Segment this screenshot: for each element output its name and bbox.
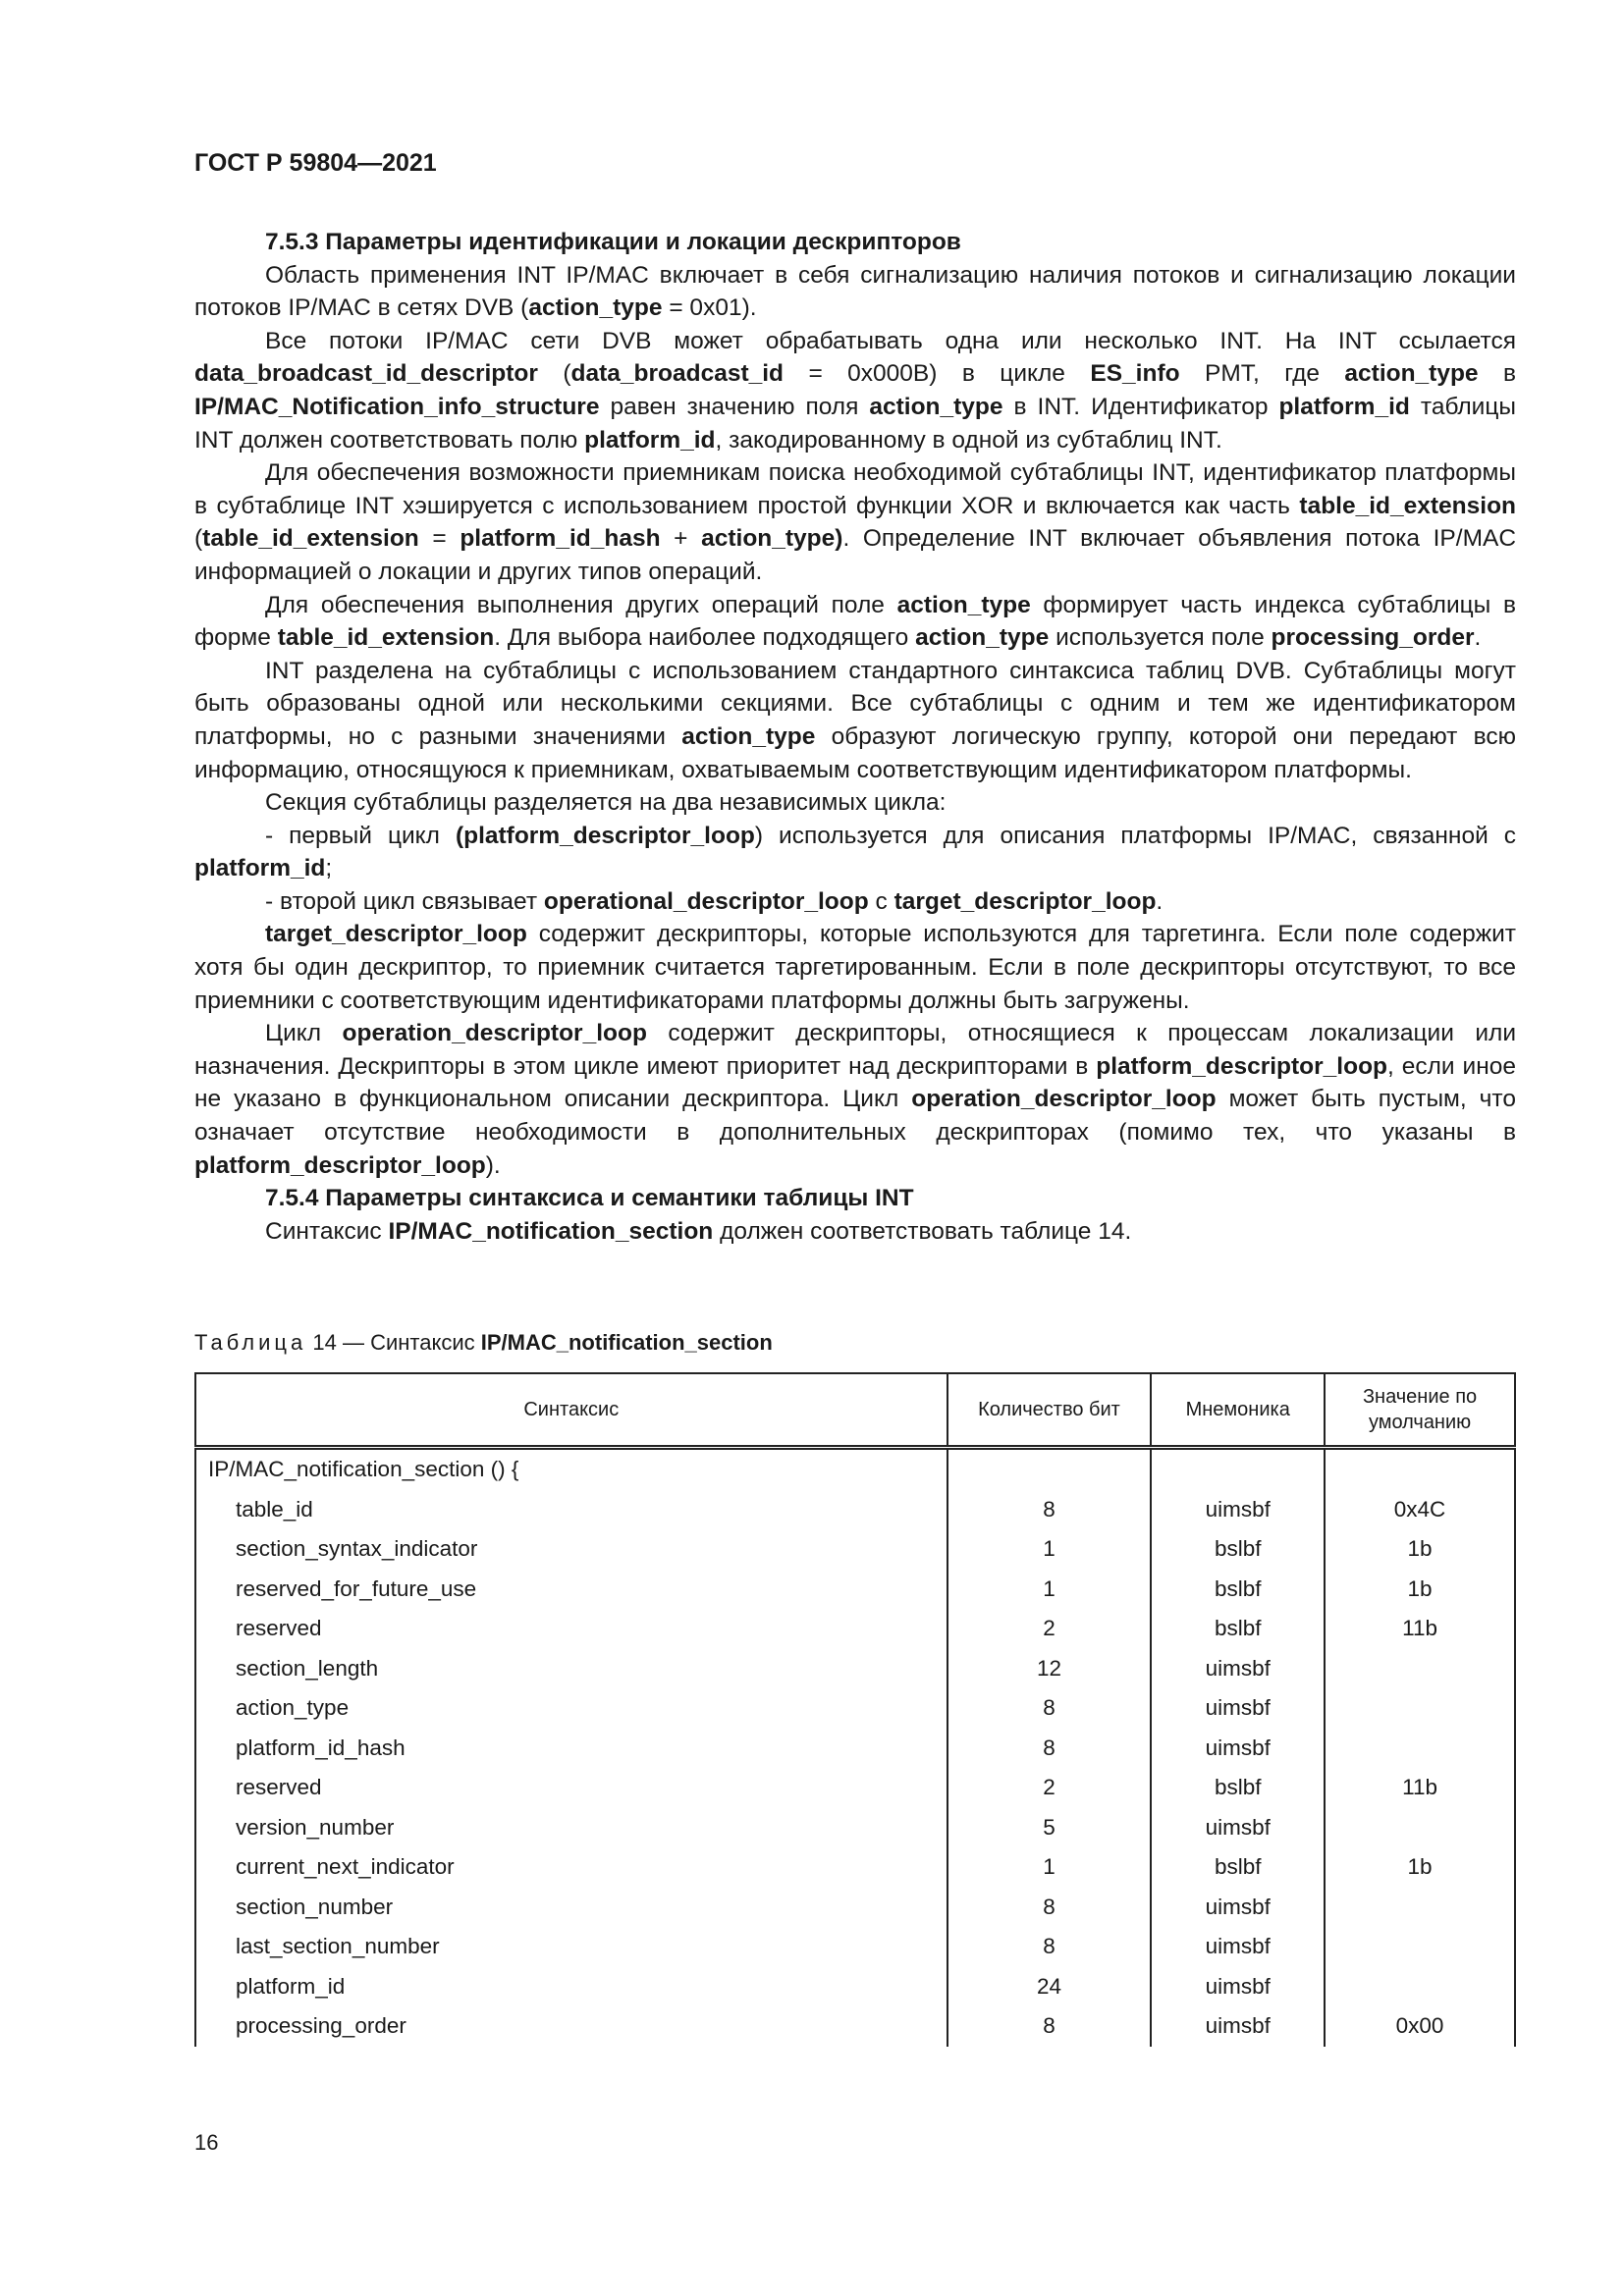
bold-term: operational_descriptor_loop (543, 887, 869, 915)
cell-default: 1b (1325, 1570, 1515, 1610)
cell-syntax: reserved (195, 1609, 947, 1649)
text-run: содержит дескрипторы, относящиеся к процессам локализации или назначения. Дескрипторы в этом цикле имеют приоритет над дескрипторами в (194, 1020, 1517, 1080)
text-run: Для обеспечения возможности приемникам поиска необходимой субтаблицы INT, идентификатор платформы в субтаблице INT хэшируется с использованием простой функции XOR и включается как часть (194, 459, 1516, 519)
text-run: должен соответствовать таблице 14. (713, 1217, 1132, 1245)
text-run: ) используется для описания платформы IP/MAC, связанной с (754, 822, 1516, 849)
text-run: ( (537, 360, 571, 388)
cell-mnemonic: uimsbf (1151, 1490, 1325, 1530)
cell-default (1325, 1888, 1515, 1928)
text-run: таблицы INT должен соответствовать полю (194, 393, 1517, 454)
text-run: Синтаксис (265, 1217, 389, 1245)
text-run: Для обеспечения выполнения других операций поле (265, 591, 897, 618)
header-bits: Количество бит (947, 1373, 1152, 1448)
cell-bits: 2 (947, 1609, 1152, 1649)
text-run: . (1474, 624, 1482, 652)
cell-bits: 2 (947, 1768, 1152, 1808)
bold-term: operation_descriptor_loop (342, 1020, 647, 1047)
table-row (195, 1888, 1515, 1928)
text-run: = 0x01). (662, 294, 757, 322)
text-run: Область применения INT IP/MAC включает в себя сигнализацию наличия потоков и сигнализацию локации потоков IP/MAC в сетях DVB ( (194, 261, 1516, 322)
section-heading (194, 1182, 1516, 1215)
cell-syntax: reserved (195, 1768, 947, 1808)
bold-term: action_type (896, 591, 1031, 618)
bold-term: 7.5.3 Параметры идентификации и локации дескрипторов (265, 229, 961, 255)
table-row (195, 1649, 1515, 1689)
page-number: 16 (194, 2130, 219, 2155)
header-default: Значение по умолчанию (1325, 1373, 1515, 1448)
table-row (195, 1768, 1515, 1808)
text-run: ). (485, 1151, 501, 1179)
bold-term: platform_id_hash (460, 525, 661, 553)
cell-bits: 8 (947, 2006, 1152, 2047)
document-header: ГОСТ Р 59804—2021 (194, 149, 437, 177)
header-mnemonic: Мнемоника (1151, 1373, 1325, 1448)
caption-label: Таблица (194, 1330, 307, 1355)
cell-syntax: platform_id (195, 1967, 947, 2007)
text-run: Секция субтаблицы разделяется на два независимых цикла: (265, 789, 947, 817)
table-row (195, 2006, 1515, 2047)
bold-term: action_type) (701, 525, 843, 553)
bold-term: platform_descriptor_loop (1096, 1052, 1388, 1080)
paragraph (194, 456, 1516, 588)
paragraph (194, 820, 1516, 885)
cell-mnemonic: uimsbf (1151, 2006, 1325, 2047)
bold-term: operation_descriptor_loop (911, 1086, 1217, 1113)
bold-term: ES_info (1090, 360, 1180, 388)
cell-mnemonic: uimsbf (1151, 1888, 1325, 1928)
cell-syntax: version_number (195, 1808, 947, 1848)
cell-default: 0x00 (1325, 2006, 1515, 2047)
bold-term: action_type (528, 294, 663, 322)
cell-default (1325, 1688, 1515, 1729)
cell-bits: 8 (947, 1927, 1152, 1967)
table-row (195, 1570, 1515, 1610)
text-run: в (1478, 360, 1516, 388)
bold-term: target_descriptor_loop (893, 887, 1157, 915)
bold-term: target_descriptor_loop (265, 921, 527, 948)
text-run: . (1156, 887, 1164, 915)
cell-syntax: table_id (195, 1490, 947, 1530)
cell-mnemonic (1151, 1448, 1325, 1490)
bold-term: data_broadcast_id (570, 360, 785, 388)
bold-term: platform_descriptor_loop (194, 1151, 486, 1179)
table-row (195, 1609, 1515, 1649)
cell-default (1325, 1448, 1515, 1490)
text-run: + (660, 525, 702, 553)
bold-term: action_type (1344, 360, 1479, 388)
text-run: используется поле (1049, 624, 1272, 652)
table-row (195, 1847, 1515, 1888)
cell-bits: 8 (947, 1888, 1152, 1928)
paragraph (194, 1017, 1516, 1182)
cell-mnemonic: uimsbf (1151, 1729, 1325, 1769)
cell-default (1325, 1649, 1515, 1689)
cell-default (1325, 1927, 1515, 1967)
text-run: INT разделена на субтаблицы с использованием стандартного синтаксиса таблиц DVB. Субтаблицы могут быть образованы одной или несколькими секциями. Все субтаблицы с одним и тем же идентификатором платформы, но с разными значениями (194, 657, 1516, 750)
table-row (195, 1529, 1515, 1570)
cell-bits: 1 (947, 1529, 1152, 1570)
cell-mnemonic: bslbf (1151, 1768, 1325, 1808)
header-syntax: Синтаксис (195, 1373, 947, 1448)
cell-mnemonic: bslbf (1151, 1529, 1325, 1570)
cell-mnemonic: uimsbf (1151, 1927, 1325, 1967)
cell-bits (947, 1448, 1152, 1490)
cell-default (1325, 1729, 1515, 1769)
paragraph (194, 325, 1516, 456)
bold-term: IP/MAC_notification_section (388, 1217, 714, 1245)
text-run: PMT, где (1179, 360, 1345, 388)
paragraph (194, 885, 1516, 919)
text-run: = 0x000B) в цикле (784, 360, 1091, 388)
bold-term: processing_order (1271, 624, 1475, 652)
cell-bits: 8 (947, 1688, 1152, 1729)
table-row (195, 1927, 1515, 1967)
bold-term: table_id_extension (1299, 492, 1516, 519)
caption-bold: IP/MAC_notification_section (480, 1330, 773, 1355)
paragraph (194, 786, 1516, 820)
bold-term: platform_id (1278, 393, 1410, 420)
cell-syntax: last_section_number (195, 1927, 947, 1967)
bold-term: action_type (869, 393, 1003, 420)
cell-bits: 12 (947, 1649, 1152, 1689)
table-header-row (195, 1373, 1515, 1448)
text-run: может быть пустым, что означает отсутствие необходимости в дополнительных дескрипторах (помимо тех, что указаны в (194, 1086, 1517, 1147)
bold-term: (platform_descriptor_loop (455, 822, 755, 849)
text-run: с (868, 887, 894, 915)
text-run: содержит дескрипторы, которые используются для таргетинга. Если поле содержит хотя бы один дескриптор, то приемник считается таргетированным. Если в поле дескрипторы отсутствуют, то все приемники с соответствующим идентификаторами платформы должны быть загружены. (194, 921, 1516, 1014)
table-caption (194, 1330, 773, 1356)
cell-syntax: IP/MAC_notification_section () { (195, 1448, 947, 1490)
cell-default (1325, 1967, 1515, 2007)
cell-syntax: action_type (195, 1688, 947, 1729)
section-heading (194, 226, 1516, 259)
bold-term: table_id_extension (202, 525, 419, 553)
cell-default (1325, 1808, 1515, 1848)
table-row (195, 1729, 1515, 1769)
cell-syntax: section_number (195, 1888, 947, 1928)
text-run: , если иное не указано в функциональном описании дескриптора. Цикл (194, 1052, 1516, 1113)
cell-bits: 1 (947, 1570, 1152, 1610)
cell-default: 0x4C (1325, 1490, 1515, 1530)
bold-term: data_broadcast_id_descriptor (194, 360, 538, 388)
table-row (195, 1490, 1515, 1530)
table-row (195, 1808, 1515, 1848)
bold-term: table_id_extension (277, 624, 495, 652)
text-run: Цикл (265, 1020, 343, 1047)
cell-mnemonic: uimsbf (1151, 1967, 1325, 2007)
cell-bits: 5 (947, 1808, 1152, 1848)
text-run: образуют логическую группу, которой они передают всю информацию, относящуюся к приемникам, охватываемым соответствующим идентификатором платформы. (194, 722, 1516, 783)
cell-mnemonic: bslbf (1151, 1847, 1325, 1888)
cell-syntax: section_length (195, 1649, 947, 1689)
bold-term: action_type (681, 722, 816, 750)
cell-mnemonic: bslbf (1151, 1609, 1325, 1649)
table-row (195, 1688, 1515, 1729)
syntax-table (194, 1372, 1516, 2047)
bold-term: platform_id (584, 426, 716, 454)
cell-mnemonic: uimsbf (1151, 1688, 1325, 1729)
text-run: формирует часть индекса субтаблицы в форме (194, 591, 1516, 652)
cell-syntax: processing_order (195, 2006, 947, 2047)
cell-mnemonic: bslbf (1151, 1570, 1325, 1610)
text-run: , закодированному в одной из субтаблиц INT. (715, 426, 1222, 454)
text-run: в INT. Идентификатор (1002, 393, 1279, 420)
text-run: - первый цикл (265, 822, 456, 849)
bold-term: IP/MAC_Notification_info_structure (194, 393, 600, 420)
cell-default: 1b (1325, 1847, 1515, 1888)
table-row (195, 1967, 1515, 2007)
cell-default: 1b (1325, 1529, 1515, 1570)
paragraph (194, 589, 1516, 655)
cell-syntax: platform_id_hash (195, 1729, 947, 1769)
cell-default: 11b (1325, 1609, 1515, 1649)
cell-bits: 24 (947, 1967, 1152, 2007)
bold-term: action_type (915, 624, 1050, 652)
text-run: ; (325, 855, 333, 882)
cell-bits: 8 (947, 1490, 1152, 1530)
text-run: - второй цикл связывает (265, 887, 544, 915)
cell-syntax: section_syntax_indicator (195, 1529, 947, 1570)
cell-default: 11b (1325, 1768, 1515, 1808)
text-run: . Для выбора наиболее подходящего (494, 624, 916, 652)
table-row (195, 1448, 1515, 1490)
text-run: . Определение INT включает объявления потока IP/MAC информацией о локации и других типов операций. (194, 525, 1517, 585)
text-run: = (418, 525, 460, 553)
cell-mnemonic: uimsbf (1151, 1808, 1325, 1848)
text-run: Все потоки IP/MAC сети DVB может обрабатывать одна или несколько INT. На INT ссылается (265, 327, 1516, 354)
paragraph (194, 1215, 1516, 1249)
cell-mnemonic: uimsbf (1151, 1649, 1325, 1689)
text-run: ( (194, 525, 203, 553)
caption-text: 14 — Синтаксис (306, 1330, 481, 1355)
paragraph (194, 918, 1516, 1017)
paragraph (194, 259, 1516, 325)
document-body (194, 226, 1516, 1248)
bold-term: 7.5.4 Параметры синтаксиса и семантики таблицы INT (265, 1185, 914, 1212)
cell-syntax: current_next_indicator (195, 1847, 947, 1888)
paragraph (194, 655, 1516, 786)
cell-syntax: reserved_for_future_use (195, 1570, 947, 1610)
bold-term: platform_id (194, 855, 326, 882)
cell-bits: 1 (947, 1847, 1152, 1888)
cell-bits: 8 (947, 1729, 1152, 1769)
text-run: равен значению поля (599, 393, 870, 420)
